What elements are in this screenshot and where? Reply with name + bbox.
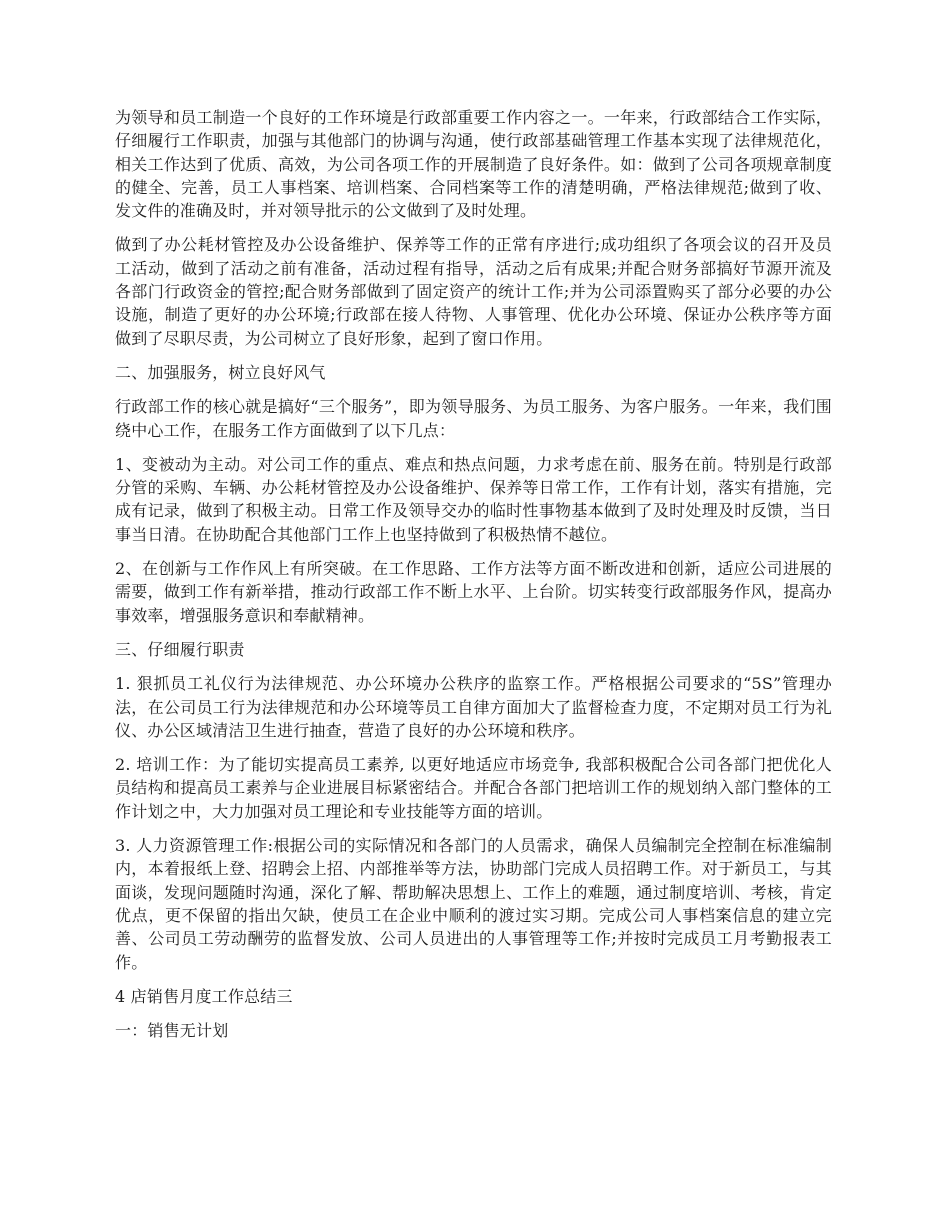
body-paragraph: 行政部工作的核心就是搞好“三个服务”，即为领导服务、为员工服务、为客户服务。一年来，我们围绕中心工作，在服务工作方面做到了以下几点： <box>115 397 832 440</box>
list-item-paragraph: 2. 培训工作：为了能切实提高员工素养, 以更好地适应市场竞争, 我部积极配合公司各部门把优化人员结构和提高员工素养与企业进展目标紧密结合。并配合各部门把培训工作的规划纳入部门整体的工作计划之中，大力加强对员工理论和专业技能等方面的培训。 <box>115 755 832 821</box>
section-heading: 二、加强服务，树立良好风气 <box>115 362 326 382</box>
body-paragraph: 为领导和员工制造一个良好的工作环境是行政部重要工作内容之一。一年来，行政部结合工作实际，仔细履行工作职责，加强与其他部门的协调与沟通，使行政部基础管理工作基本实现了法律规范化，相关工作达到了优质、高效，为公司各项工作的开展制造了良好条件。如：做到了公司各项规章制度的健全、完善，员工人事档案、培训档案、合同档案等工作的清楚明确，严格法律规范;做到了收、发文件的准确及时，并对领导批示的公文做到了及时处理。 <box>115 108 832 221</box>
body-paragraph: 做到了办公耗材管控及办公设备维护、保养等工作的正常有序进行;成功组织了各项会议的召开及员工活动，做到了活动之前有准备，活动过程有指导，活动之后有成果;并配合财务部搞好节源开流及各部门行政资金的管控;配合财务部做到了固定资产的统计工作;并为公司添置购买了部分必要的办公设施，制造了更好的办公环境;行政部在接人待物、人事管理、优化办公环境、保证办公秩序等方面做到了尽职尽责，为公司树立了良好形象，起到了窗口作用。 <box>115 235 832 348</box>
list-item-paragraph: 2、在创新与工作作风上有所突破。在工作思路、工作方法等方面不断改进和创新，适应公司进展的需要，做到工作有新举措，推动行政部工作不断上水平、上台阶。切实转变行政部服务作风，提高办事效率，增强服务意识和奉献精神。 <box>115 559 832 625</box>
list-item-paragraph: 1、变被动为主动。对公司工作的重点、难点和热点问题，力求考虑在前、服务在前。特别是行政部分管的采购、车辆、办公耗材管控及办公设备维护、保养等日常工作，工作有计划，落实有措施，完成有记录，做到了积极主动。日常工作及领导交办的临时性事物基本做到了及时处理及时反馈，当日事当日清。在协助配合其他部门工作上也坚持做到了积极热情不越位。 <box>115 454 832 544</box>
list-item-paragraph: 1. 狠抓员工礼仪行为法律规范、办公环境办公秩序的监察工作。严格根据公司要求的“5S”管理办法，在公司员工行为法律规范和办公环境等员工自律方面加大了监督检查力度，不定期对员工行为礼仪、办公区域清洁卫生进行抽查，营造了良好的办公环境和秩序。 <box>115 674 832 740</box>
section-heading: 三、仔细履行职责 <box>115 639 245 659</box>
document-subtitle: 4 店销售月度工作总结三 <box>115 986 293 1006</box>
list-item-paragraph: 3. 人力资源管理工作:根据公司的实际情况和各部门的人员需求，确保人员编制完全控制在标准编制内，本着报纸上登、招聘会上招、内部推举等方法，协助部门完成人员招聘工作。对于新员工，与其面谈，发现问题随时沟通，深化了解、帮助解决思想上、工作上的难题，通过制度培训、考核，肯定优点，更不保留的指出欠缺，使员工在企业中顺利的渡过实习期。完成公司人事档案信息的建立完善、公司员工劳动酬劳的监督发放、公司人员进出的人事管理等工作;并按时完成员工月考勤报表工作。 <box>115 836 832 972</box>
section-heading: 一：销售无计划 <box>115 1021 229 1041</box>
